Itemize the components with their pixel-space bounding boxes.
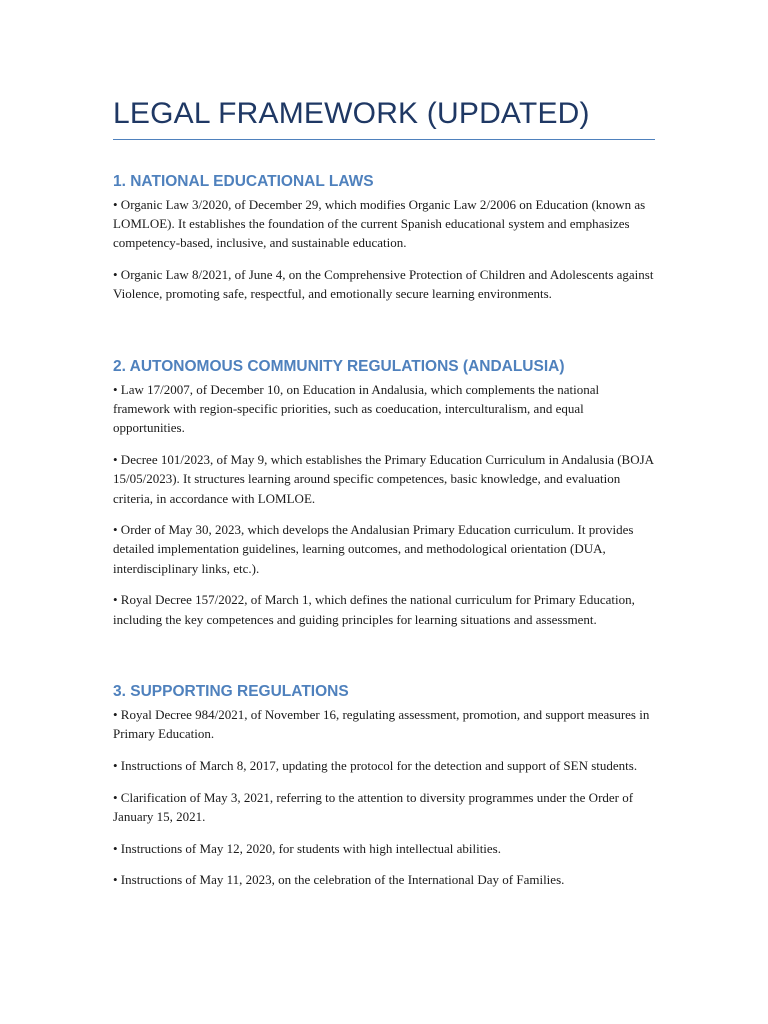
list-item: • Instructions of March 8, 2017, updating the protocol for the detection and support of SEN students. <box>113 757 638 773</box>
list-item: • Order of May 30, 2023, which develops the Andalusian Primary Education curriculum. It provides detailed implementation guidelines, learning outcomes, and methodological orientation (DUA, interdisciplinary links, etc.). <box>113 522 634 576</box>
section-heading: 1. NATIONAL EDUCATIONAL LAWS <box>113 173 374 190</box>
list-item: • Royal Decree 984/2021, of November 16, regulating assessment, promotion, and support measures in Primary Education. <box>113 707 650 742</box>
list-item: • Decree 101/2023, of May 9, which establishes the Primary Education Curriculum in Andalusia (BOJA 15/05/2023). It structures learning around specific competences, basic knowledge, and evaluation criteria, in accordance with LOMLOE. <box>113 452 654 506</box>
section-national-laws <box>113 172 655 304</box>
section-heading: 2. AUTONOMOUS COMMUNITY REGULATIONS (ANDALUSIA) <box>113 358 565 375</box>
list-item: • Law 17/2007, of December 10, on Education in Andalusia, which complements the national framework with region-specific priorities, such as coeducation, interculturalism, and equal opportunities. <box>113 382 600 436</box>
list-item: • Instructions of May 12, 2020, for students with high intellectual abilities. <box>113 840 501 856</box>
section-supporting-regulations <box>113 682 655 889</box>
section-heading: 3. SUPPORTING REGULATIONS <box>113 683 349 700</box>
list-item: • Royal Decree 157/2022, of March 1, which defines the national curriculum for Primary Education, including the key competences and guiding principles for learning situations and assessment. <box>113 592 635 627</box>
list-item: • Clarification of May 3, 2021, referring to the attention to diversity programmes under the Order of January 15, 2021. <box>113 789 634 824</box>
list-item: • Organic Law 3/2020, of December 29, which modifies Organic Law 2/2006 on Education (known as LOMLOE). It establishes the foundation of the current Spanish educational system and emphasizes competency-based, inclusive, and sustainable education. <box>113 197 646 251</box>
list-item: • Organic Law 8/2021, of June 4, on the Comprehensive Protection of Children and Adolescents against Violence, promoting safe, respectful, and emotionally secure learning environments. <box>113 267 654 302</box>
title-divider <box>113 139 655 140</box>
document-title: LEGAL FRAMEWORK (UPDATED) <box>113 97 590 130</box>
section-autonomous-regulations <box>113 357 655 629</box>
list-item: • Instructions of May 11, 2023, on the celebration of the International Day of Families. <box>113 872 565 888</box>
